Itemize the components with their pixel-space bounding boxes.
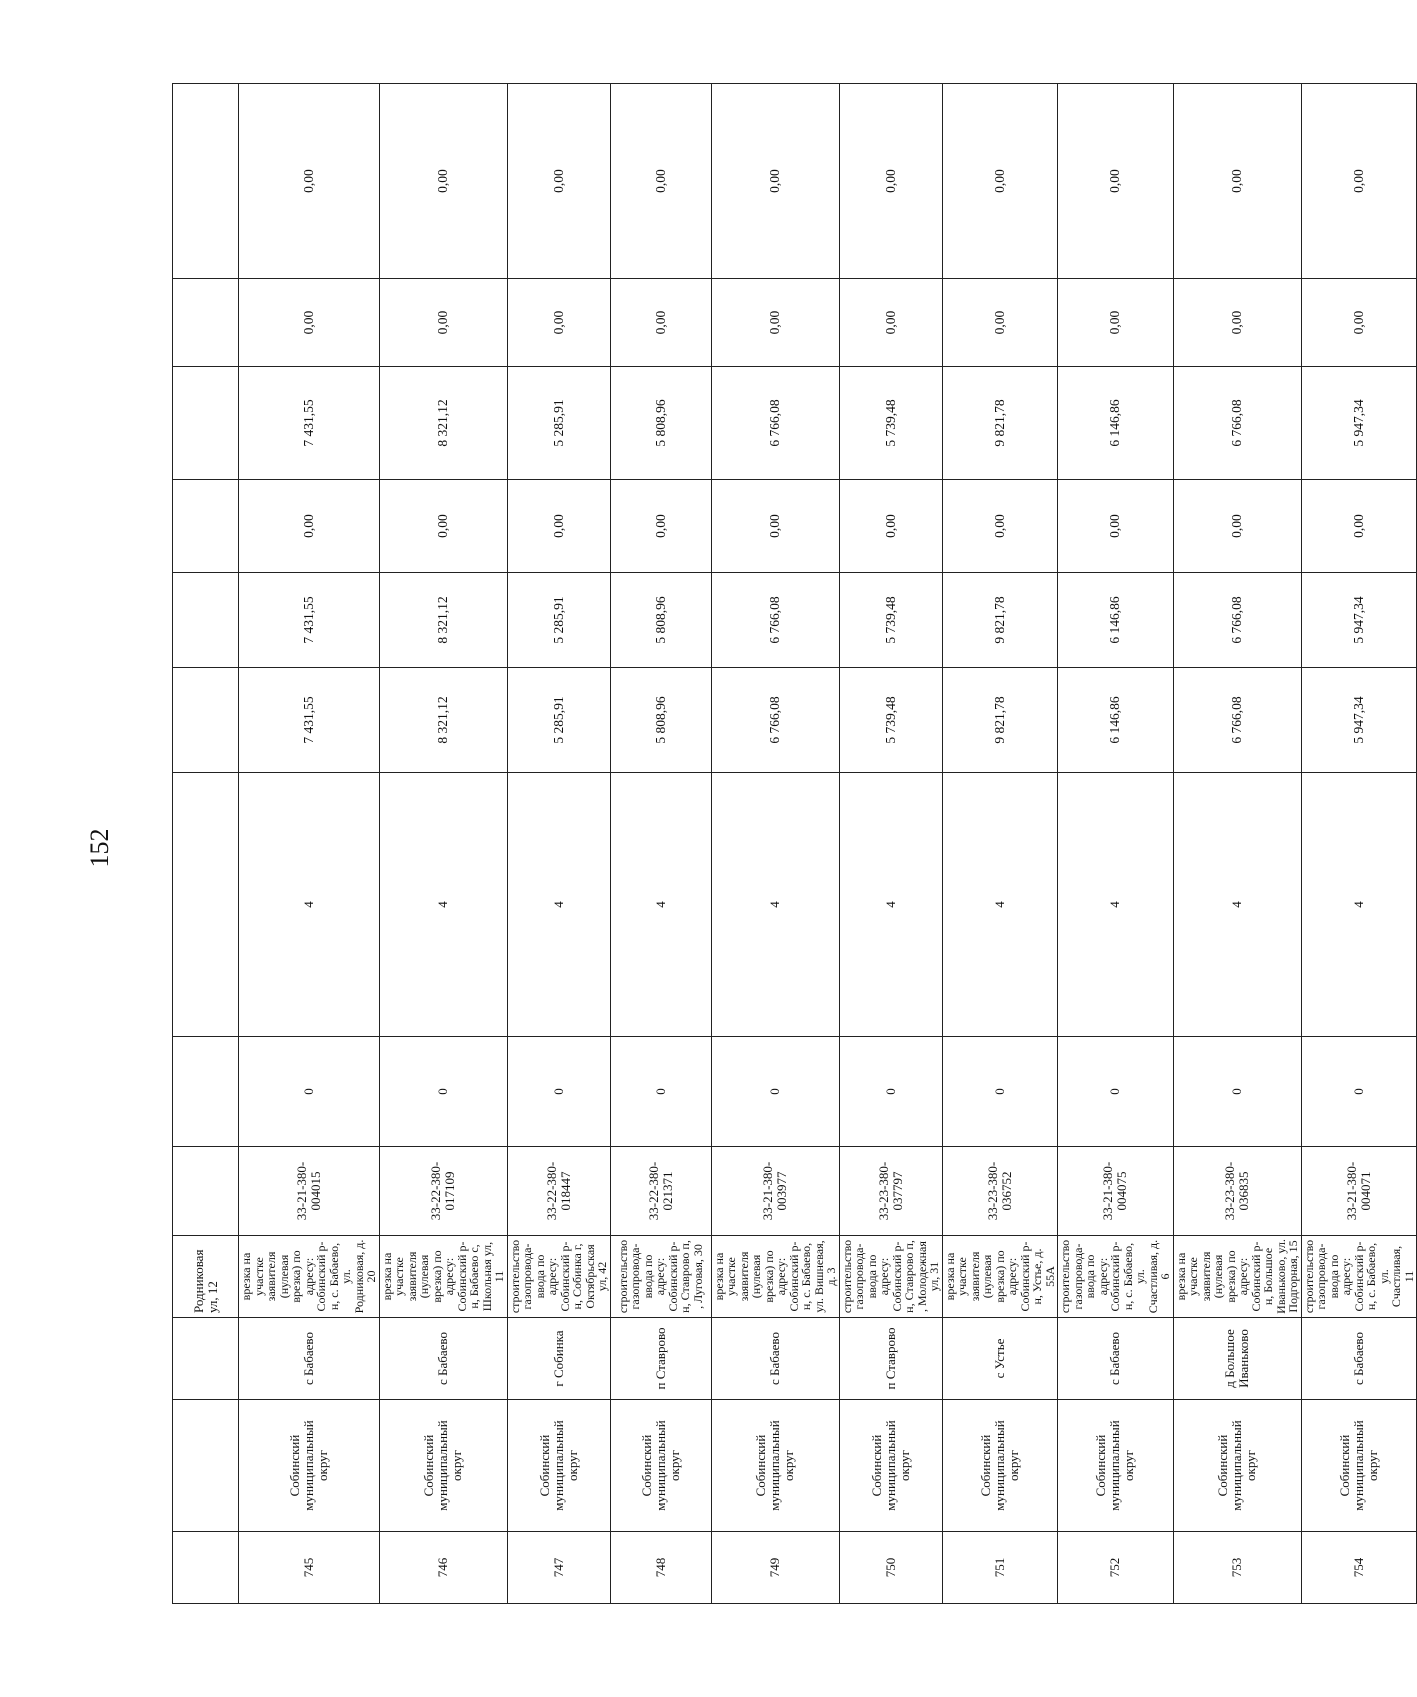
district-cell: Собинский муниципальный округ bbox=[379, 1400, 507, 1532]
table-header-row bbox=[173, 84, 239, 1604]
header-cell bbox=[173, 367, 239, 480]
col11-cell: 9 821,78 bbox=[942, 367, 1058, 480]
col9-cell: 9 821,78 bbox=[942, 573, 1058, 668]
col11-cell: 6 766,08 bbox=[1173, 367, 1301, 480]
col8-cell: 5 808,96 bbox=[610, 668, 711, 773]
locality-cell: с Бабаево bbox=[379, 1318, 507, 1400]
col7-cell: 4 bbox=[1058, 773, 1174, 1037]
table-row bbox=[507, 84, 610, 1604]
row-number: 747 bbox=[507, 1532, 610, 1604]
col9-cell: 6 146,86 bbox=[1058, 573, 1174, 668]
col11-cell: 8 321,12 bbox=[379, 367, 507, 480]
col6-cell: 0 bbox=[379, 1037, 507, 1147]
col6-cell: 0 bbox=[839, 1037, 942, 1147]
code-cell: 33-21-380-004075 bbox=[1058, 1147, 1174, 1236]
col8-cell: 5 285,91 bbox=[507, 668, 610, 773]
district-cell: Собинский муниципальный округ bbox=[711, 1400, 839, 1532]
table-row bbox=[1173, 84, 1301, 1604]
col6-cell: 0 bbox=[1173, 1037, 1301, 1147]
table-row bbox=[839, 84, 942, 1604]
header-cell: Родниковая ул, 12 bbox=[173, 1236, 239, 1318]
col6-cell: 0 bbox=[610, 1037, 711, 1147]
col6-cell: 0 bbox=[711, 1037, 839, 1147]
row-number: 752 bbox=[1058, 1532, 1174, 1604]
col9-cell: 5 285,91 bbox=[507, 573, 610, 668]
locality-cell: п Ставрово bbox=[610, 1318, 711, 1400]
col12-cell: 0,00 bbox=[507, 279, 610, 367]
col7-cell: 4 bbox=[839, 773, 942, 1037]
address-cell: строительство газопровода-ввода по адресу: Собинский р-н, с. Бабаево, ул. Счастливая, д. 6 bbox=[1058, 1236, 1174, 1318]
table-row bbox=[379, 84, 507, 1604]
code-cell: 33-21-380-004071 bbox=[1301, 1147, 1417, 1236]
row-number: 748 bbox=[610, 1532, 711, 1604]
col8-cell: 8 321,12 bbox=[379, 668, 507, 773]
col10-cell: 0,00 bbox=[610, 480, 711, 573]
col9-cell: 6 766,08 bbox=[1173, 573, 1301, 668]
code-cell: 33-23-380-036752 bbox=[942, 1147, 1058, 1236]
data-table-container bbox=[172, 84, 1416, 1604]
col8-cell: 7 431,55 bbox=[239, 668, 380, 773]
col7-cell: 4 bbox=[942, 773, 1058, 1037]
header-cell bbox=[173, 1532, 239, 1604]
header-cell bbox=[173, 773, 239, 1037]
locality-cell: д Большое Иваньково bbox=[1173, 1318, 1301, 1400]
col7-cell: 4 bbox=[711, 773, 839, 1037]
col9-cell: 8 321,12 bbox=[379, 573, 507, 668]
col13-cell: 0,00 bbox=[839, 84, 942, 279]
col11-cell: 5 285,91 bbox=[507, 367, 610, 480]
locality-cell: с Бабаево bbox=[239, 1318, 380, 1400]
col12-cell: 0,00 bbox=[711, 279, 839, 367]
col13-cell: 0,00 bbox=[239, 84, 380, 279]
data-table bbox=[172, 83, 1417, 1604]
col7-cell: 4 bbox=[610, 773, 711, 1037]
col13-cell: 0,00 bbox=[1058, 84, 1174, 279]
table-row bbox=[1058, 84, 1174, 1604]
col12-cell: 0,00 bbox=[1058, 279, 1174, 367]
code-cell: 33-23-380-036835 bbox=[1173, 1147, 1301, 1236]
col12-cell: 0,00 bbox=[379, 279, 507, 367]
col6-cell: 0 bbox=[507, 1037, 610, 1147]
col9-cell: 5 739,48 bbox=[839, 573, 942, 668]
col9-cell: 7 431,55 bbox=[239, 573, 380, 668]
table-row bbox=[942, 84, 1058, 1604]
col11-cell: 5 808,96 bbox=[610, 367, 711, 480]
address-cell: строительство газопровода-ввода по адресу: Собинский р-н, Собинка г, Октябрьская ул, 42 bbox=[507, 1236, 610, 1318]
col10-cell: 0,00 bbox=[507, 480, 610, 573]
header-cell bbox=[173, 1318, 239, 1400]
address-cell: строительство газопровода-ввода по адресу: Собинский р-н, Ставрово п, , Луговая, 30 bbox=[610, 1236, 711, 1318]
row-number: 754 bbox=[1301, 1532, 1417, 1604]
district-cell: Собинский муниципальный округ bbox=[839, 1400, 942, 1532]
locality-cell: п Ставрово bbox=[839, 1318, 942, 1400]
district-cell: Собинский муниципальный округ bbox=[610, 1400, 711, 1532]
col8-cell: 6 146,86 bbox=[1058, 668, 1174, 773]
col8-cell: 5 739,48 bbox=[839, 668, 942, 773]
code-cell: 33-23-380-037797 bbox=[839, 1147, 942, 1236]
col6-cell: 0 bbox=[942, 1037, 1058, 1147]
locality-cell: с Устье bbox=[942, 1318, 1058, 1400]
col7-cell: 4 bbox=[1301, 773, 1417, 1037]
row-number: 745 bbox=[239, 1532, 380, 1604]
col10-cell: 0,00 bbox=[942, 480, 1058, 573]
col11-cell: 6 766,08 bbox=[711, 367, 839, 480]
col10-cell: 0,00 bbox=[1173, 480, 1301, 573]
col13-cell: 0,00 bbox=[1173, 84, 1301, 279]
col11-cell: 5 739,48 bbox=[839, 367, 942, 480]
col12-cell: 0,00 bbox=[942, 279, 1058, 367]
col6-cell: 0 bbox=[1058, 1037, 1174, 1147]
district-cell: Собинский муниципальный округ bbox=[239, 1400, 380, 1532]
row-number: 751 bbox=[942, 1532, 1058, 1604]
col12-cell: 0,00 bbox=[239, 279, 380, 367]
col11-cell: 6 146,86 bbox=[1058, 367, 1174, 480]
address-cell: врезка на участке заявителя (нулевая врезка) по адресу: Собинский р-н, Устье, д. 55А bbox=[942, 1236, 1058, 1318]
locality-cell: с Бабаево bbox=[711, 1318, 839, 1400]
district-cell: Собинский муниципальный округ bbox=[1058, 1400, 1174, 1532]
header-cell bbox=[173, 1147, 239, 1236]
district-cell: Собинский муниципальный округ bbox=[942, 1400, 1058, 1532]
header-cell bbox=[173, 480, 239, 573]
col6-cell: 0 bbox=[1301, 1037, 1417, 1147]
col7-cell: 4 bbox=[379, 773, 507, 1037]
code-cell: 33-22-380-021371 bbox=[610, 1147, 711, 1236]
col10-cell: 0,00 bbox=[379, 480, 507, 573]
col8-cell: 9 821,78 bbox=[942, 668, 1058, 773]
header-cell bbox=[173, 1400, 239, 1532]
col10-cell: 0,00 bbox=[711, 480, 839, 573]
col12-cell: 0,00 bbox=[610, 279, 711, 367]
col7-cell: 4 bbox=[1173, 773, 1301, 1037]
header-cell bbox=[173, 279, 239, 367]
district-cell: Собинский муниципальный округ bbox=[1301, 1400, 1417, 1532]
col6-cell: 0 bbox=[239, 1037, 380, 1147]
col7-cell: 4 bbox=[507, 773, 610, 1037]
page-number: 152 bbox=[85, 828, 114, 868]
col12-cell: 0,00 bbox=[839, 279, 942, 367]
col13-cell: 0,00 bbox=[711, 84, 839, 279]
header-cell bbox=[173, 668, 239, 773]
col10-cell: 0,00 bbox=[1301, 480, 1417, 573]
code-cell: 33-21-380-004015 bbox=[239, 1147, 380, 1236]
col13-cell: 0,00 bbox=[1301, 84, 1417, 279]
row-number: 746 bbox=[379, 1532, 507, 1604]
col11-cell: 7 431,55 bbox=[239, 367, 380, 480]
address-cell: строительство газопровода-ввода по адресу: Собинский р-н, Ставрово п, , Молодежная ул, 31 bbox=[839, 1236, 942, 1318]
col9-cell: 6 766,08 bbox=[711, 573, 839, 668]
locality-cell: с Бабаево bbox=[1301, 1318, 1417, 1400]
row-number: 753 bbox=[1173, 1532, 1301, 1604]
col13-cell: 0,00 bbox=[507, 84, 610, 279]
col13-cell: 0,00 bbox=[610, 84, 711, 279]
locality-cell: с Бабаево bbox=[1058, 1318, 1174, 1400]
col12-cell: 0,00 bbox=[1173, 279, 1301, 367]
table-row bbox=[1301, 84, 1417, 1604]
row-number: 750 bbox=[839, 1532, 942, 1604]
col12-cell: 0,00 bbox=[1301, 279, 1417, 367]
col8-cell: 6 766,08 bbox=[711, 668, 839, 773]
col7-cell: 4 bbox=[239, 773, 380, 1037]
col13-cell: 0,00 bbox=[942, 84, 1058, 279]
address-cell: врезка на участке заявителя (нулевая врезка) по адресу: Собинский р-н, Большое Иваньково, ул. Подгорная, 15 bbox=[1173, 1236, 1301, 1318]
table-body bbox=[173, 84, 1417, 1604]
header-cell bbox=[173, 84, 239, 279]
col11-cell: 5 947,34 bbox=[1301, 367, 1417, 480]
col8-cell: 5 947,34 bbox=[1301, 668, 1417, 773]
address-cell: строительство газопровода-ввода по адресу: Собинский р-н, с. Бабаево, ул. Счастливая, 11 bbox=[1301, 1236, 1417, 1318]
district-cell: Собинский муниципальный округ bbox=[1173, 1400, 1301, 1532]
code-cell: 33-22-380-018447 bbox=[507, 1147, 610, 1236]
code-cell: 33-22-380-017109 bbox=[379, 1147, 507, 1236]
col9-cell: 5 808,96 bbox=[610, 573, 711, 668]
address-cell: врезка на участке заявителя (нулевая врезка) по адресу: Собинский р-н, с. Бабаево, ул. Родниковая, д. 20 bbox=[239, 1236, 380, 1318]
table-row bbox=[711, 84, 839, 1604]
row-number: 749 bbox=[711, 1532, 839, 1604]
locality-cell: г Собинка bbox=[507, 1318, 610, 1400]
table-row bbox=[610, 84, 711, 1604]
address-cell: врезка на участке заявителя (нулевая врезка) по адресу: Собинский р-н, с. Бабаево, ул. Вишневая, д. 3 bbox=[711, 1236, 839, 1318]
col13-cell: 0,00 bbox=[379, 84, 507, 279]
header-cell bbox=[173, 573, 239, 668]
col10-cell: 0,00 bbox=[839, 480, 942, 573]
col10-cell: 0,00 bbox=[1058, 480, 1174, 573]
col10-cell: 0,00 bbox=[239, 480, 380, 573]
col8-cell: 6 766,08 bbox=[1173, 668, 1301, 773]
code-cell: 33-21-380-003977 bbox=[711, 1147, 839, 1236]
address-cell: врезка на участке заявителя (нулевая врезка) по адресу: Собинский р-н, Бабаево с, Школьная ул, 11 bbox=[379, 1236, 507, 1318]
col9-cell: 5 947,34 bbox=[1301, 573, 1417, 668]
table-row bbox=[239, 84, 380, 1604]
district-cell: Собинский муниципальный округ bbox=[507, 1400, 610, 1532]
header-cell bbox=[173, 1037, 239, 1147]
